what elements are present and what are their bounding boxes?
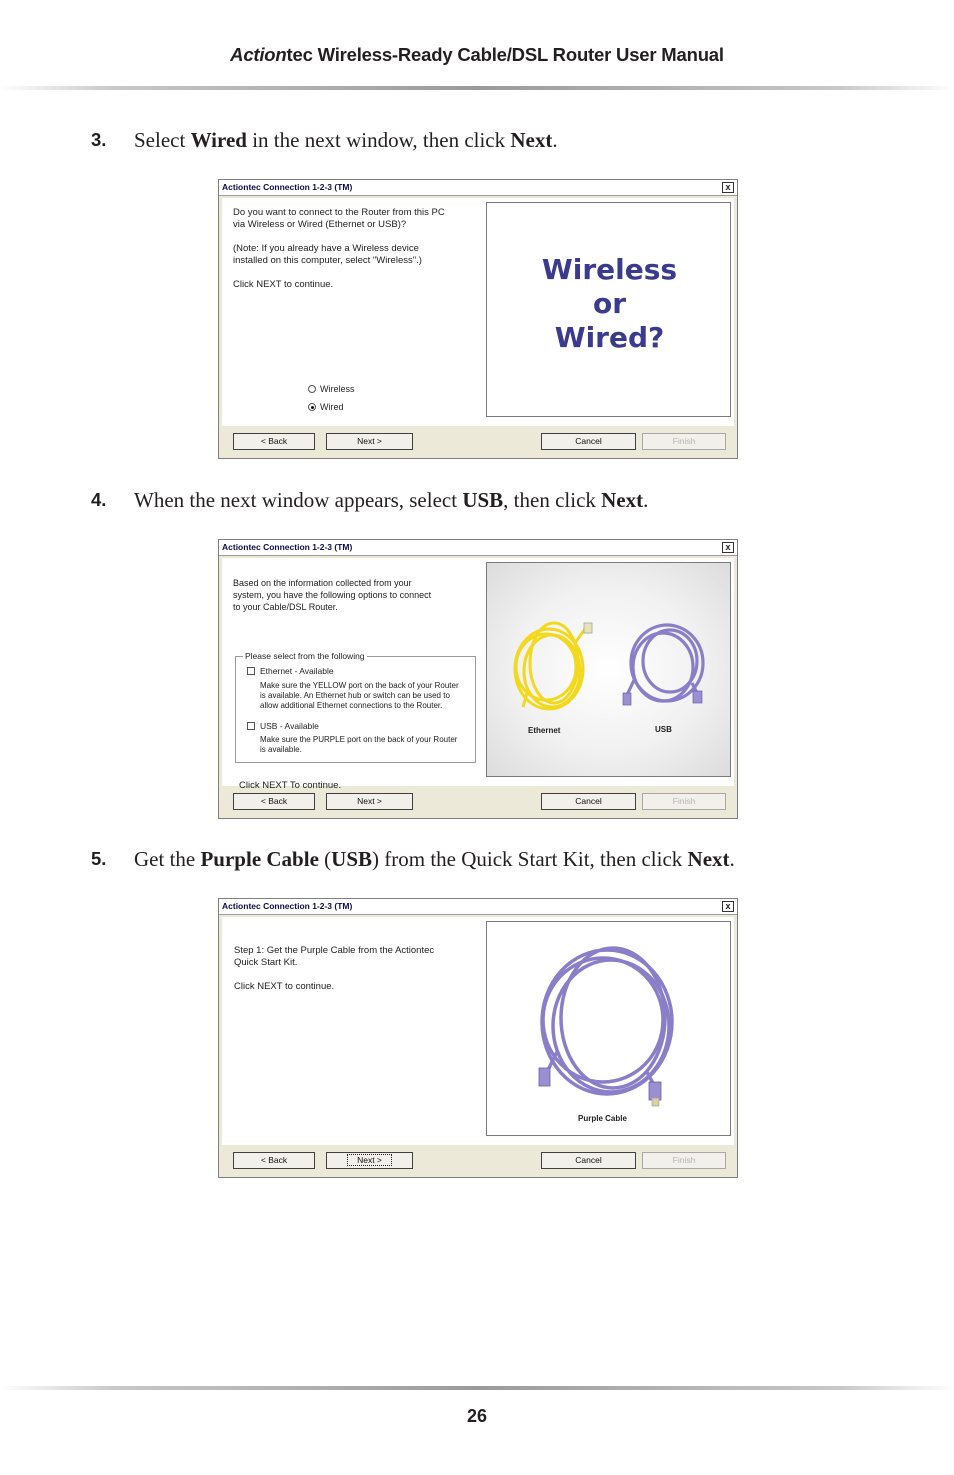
dialog-body bbox=[222, 917, 734, 1145]
checkbox-icon bbox=[247, 667, 255, 675]
step-text: Get the Purple Cable (USB) from the Quick Start Kit, then click Next. bbox=[134, 847, 735, 871]
close-icon[interactable]: x bbox=[722, 182, 734, 193]
cables-illustration bbox=[487, 563, 732, 778]
cancel-button[interactable]: Cancel bbox=[541, 1152, 636, 1169]
options-groupbox bbox=[235, 651, 476, 763]
wireless-or-wired-graphic: Wireless or Wired? bbox=[541, 253, 678, 354]
group-label: Please select from the following bbox=[245, 651, 365, 661]
dialog-wireless-or-wired bbox=[218, 179, 738, 459]
next-button[interactable]: Next > bbox=[326, 793, 413, 810]
step-number: 4. bbox=[91, 489, 107, 510]
dialog-intro: Based on the information collected from your system, you have the following options to connect to your Cable/DSL Router. bbox=[233, 578, 432, 612]
dialog-continue: Click NEXT to continue. bbox=[234, 981, 335, 992]
close-icon[interactable]: x bbox=[722, 542, 734, 553]
step-text: When the next window appears, select USB, then click Next. bbox=[134, 488, 649, 512]
yellow-ethernet-cable bbox=[515, 623, 589, 709]
checkbox-icon bbox=[247, 722, 255, 730]
back-button[interactable]: < Back bbox=[233, 1152, 315, 1169]
back-button[interactable]: < Back bbox=[233, 433, 315, 450]
running-header bbox=[0, 44, 954, 66]
ethernet-caption: Ethernet bbox=[528, 726, 561, 735]
dialog-question: Do you want to connect to the Router from this PC via Wireless or Wired (Ethernet or USB)? bbox=[233, 207, 445, 230]
dialog-body bbox=[222, 198, 734, 426]
header-title-rest: tec Wireless-Ready Cable/DSL Router User Manual bbox=[286, 44, 724, 65]
image-panel bbox=[486, 202, 731, 417]
footer-rule bbox=[0, 1386, 954, 1390]
purple-cable-caption: Purple Cable bbox=[578, 1114, 627, 1123]
radio-wired[interactable]: Wired bbox=[308, 402, 344, 412]
page-number: 26 bbox=[466, 1406, 488, 1426]
purple-cable-illustration bbox=[487, 922, 732, 1137]
radio-wired-selected-icon bbox=[308, 403, 316, 411]
cables-photo-panel bbox=[486, 562, 731, 777]
dialog-title: Actiontec Connection 1-2-3 (TM) bbox=[219, 540, 737, 556]
step-number: 3. bbox=[91, 129, 107, 150]
next-button[interactable]: Next > bbox=[326, 433, 413, 450]
finish-button[interactable]: Finish bbox=[642, 793, 726, 810]
next-button-label: Next > bbox=[347, 1154, 392, 1166]
finish-button[interactable]: Finish bbox=[642, 1152, 726, 1169]
dialog-purple-cable bbox=[218, 898, 738, 1178]
dialog-title: Actiontec Connection 1-2-3 (TM) bbox=[219, 180, 737, 196]
header-brand: Action bbox=[230, 44, 287, 65]
usb-caption: USB bbox=[655, 725, 672, 734]
checkbox-ethernet[interactable]: Ethernet - Available bbox=[247, 666, 334, 676]
close-icon[interactable]: x bbox=[722, 901, 734, 912]
dialog-footer-text: Click NEXT To continue. bbox=[239, 780, 342, 791]
step-text: Select Wired in the next window, then click Next. bbox=[134, 128, 558, 152]
cancel-button[interactable]: Cancel bbox=[541, 793, 636, 810]
step-number: 5. bbox=[91, 848, 107, 869]
finish-button[interactable]: Finish bbox=[642, 433, 726, 450]
back-button[interactable]: < Back bbox=[233, 793, 315, 810]
dialog-step-text: Step 1: Get the Purple Cable from the Actiontec Quick Start Kit. bbox=[234, 945, 435, 968]
header-rule bbox=[0, 86, 954, 90]
dialog-connection-options bbox=[218, 539, 738, 819]
usb-note: Make sure the PURPLE port on the back of your Router is available. bbox=[260, 735, 458, 754]
radio-wireless-icon bbox=[308, 385, 316, 393]
dialog-body bbox=[222, 558, 734, 791]
dialog-note: (Note: If you already have a Wireless device installed on this computer, select "Wireless".) bbox=[233, 243, 422, 266]
checkbox-usb[interactable]: USB - Available bbox=[247, 721, 319, 731]
purple-usb-cable bbox=[627, 625, 703, 701]
purple-cable bbox=[542, 948, 672, 1094]
dialog-title: Actiontec Connection 1-2-3 (TM) bbox=[219, 899, 737, 915]
ethernet-note: Make sure the YELLOW port on the back of your Router is available. An Ethernet hub or switch can be used to allow additional Ethernet connections to the Router. bbox=[260, 681, 459, 710]
radio-wireless[interactable]: Wireless bbox=[308, 384, 355, 394]
next-button[interactable] bbox=[326, 1152, 413, 1169]
purple-cable-photo-panel bbox=[486, 921, 731, 1136]
dialog-continue: Click NEXT to continue. bbox=[233, 279, 334, 290]
cancel-button[interactable]: Cancel bbox=[541, 433, 636, 450]
